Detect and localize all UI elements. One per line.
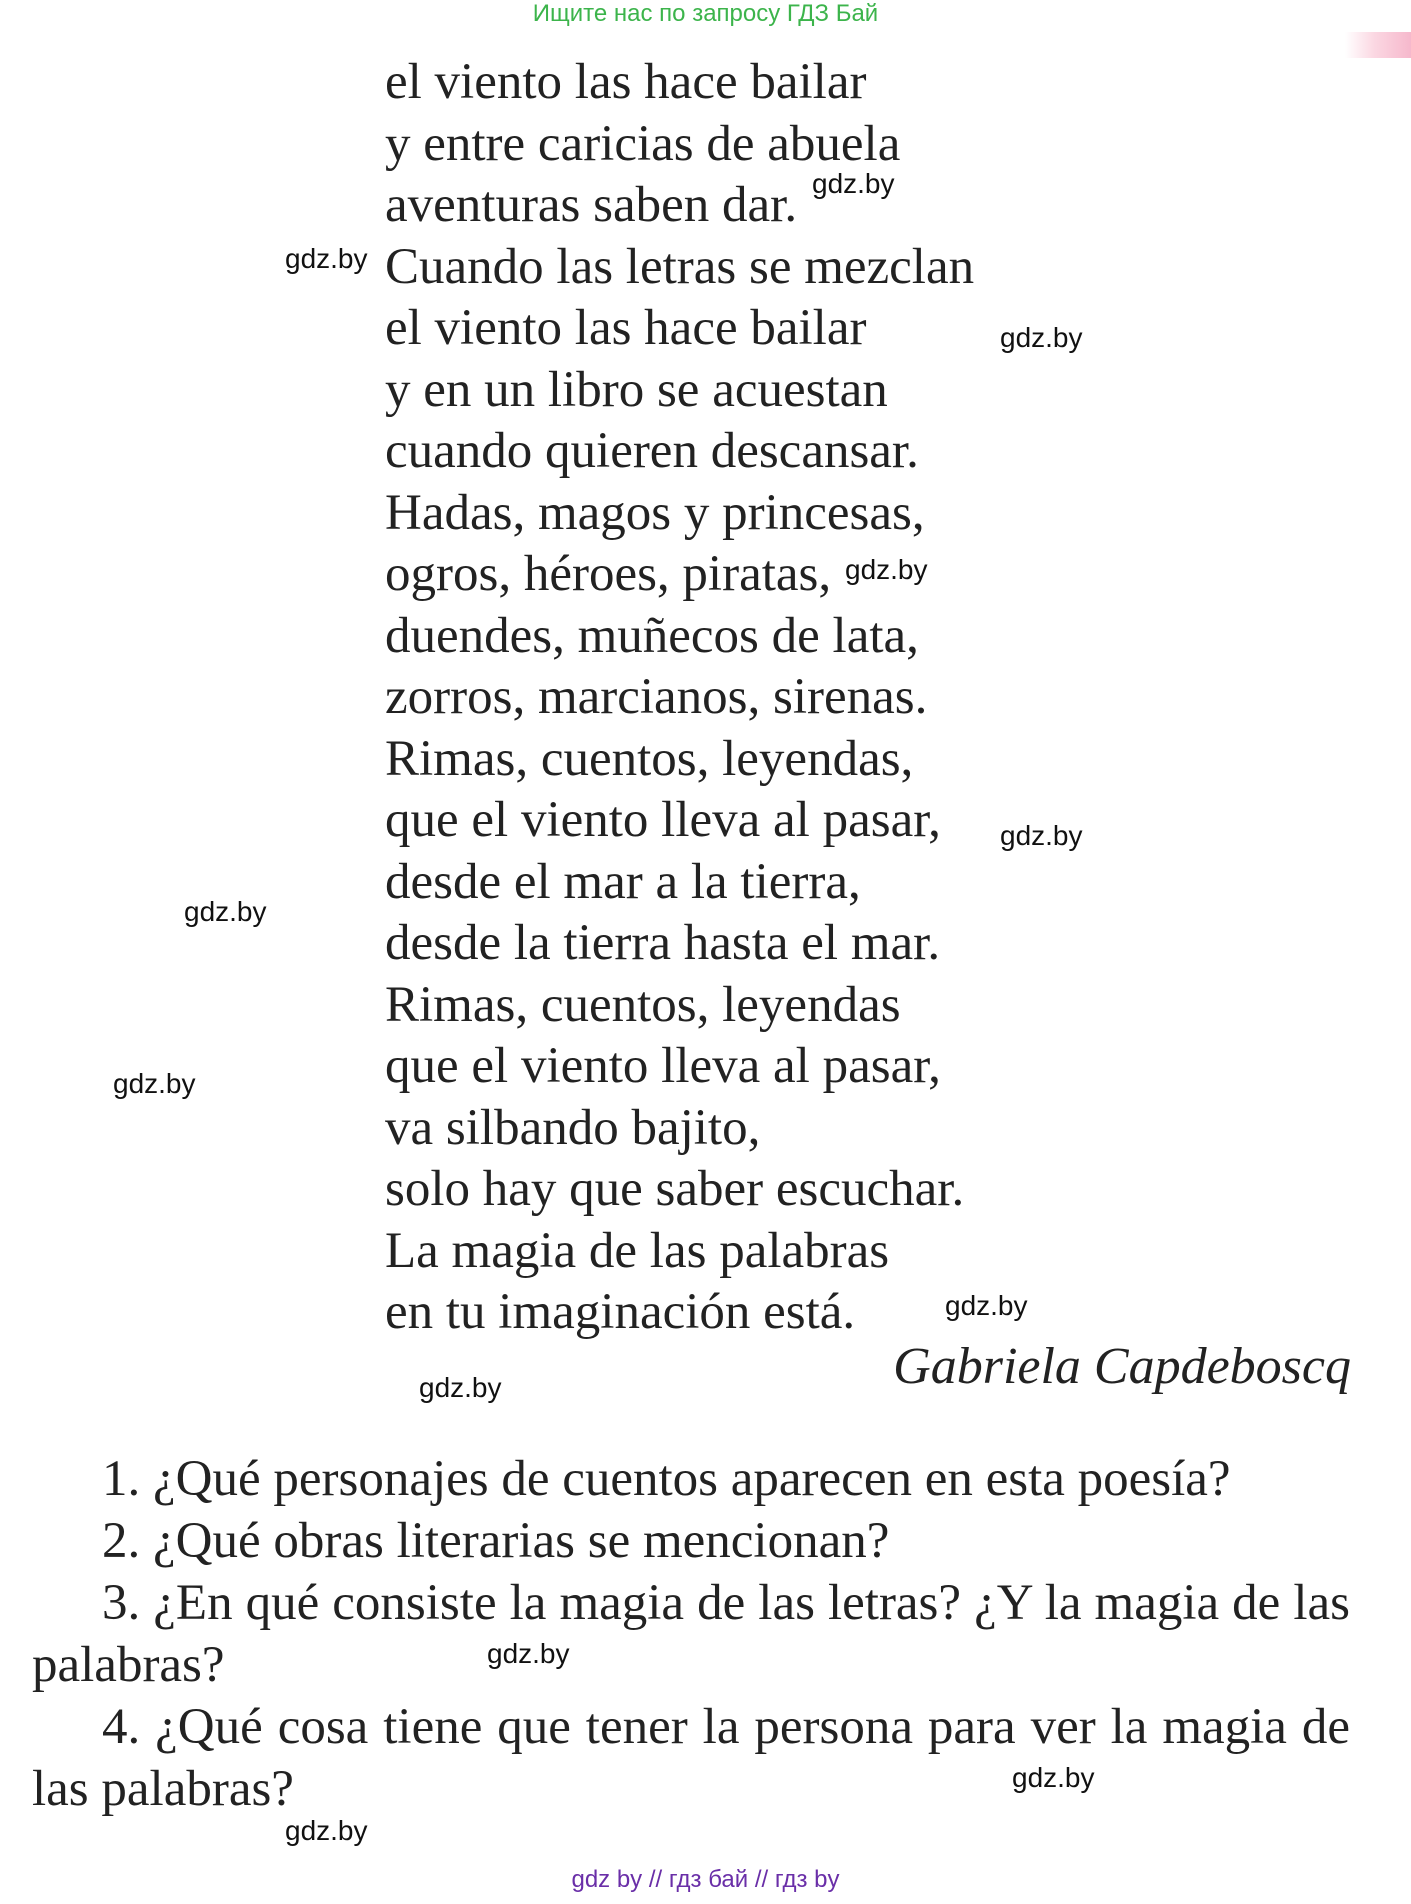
poem-line: zorros, marcianos, sirenas. [385, 669, 928, 725]
watermark: gdz.by [487, 1638, 570, 1669]
poem-line: que el viento lleva al pasar, [385, 1038, 941, 1094]
watermark: gdz.by [419, 1372, 502, 1403]
footer-links: gdz by // гдз бай // гдз by [571, 1866, 840, 1893]
question-item: 4. ¿Qué cosa tiene que tener la persona para ver la magia de las palabras? [32, 1699, 1350, 1817]
question-item: 2. ¿Qué obras literarias se mencionan? [102, 1513, 890, 1569]
poem-line: solo hay que saber escuchar. [385, 1161, 965, 1217]
poem-line: ogros, héroes, piratas, [385, 546, 832, 602]
poem-line: Hadas, magos y princesas, [385, 484, 925, 541]
question-item: 1. ¿Qué personajes de cuentos aparecen en esta poesía? [102, 1451, 1231, 1507]
questions-list [32, 1448, 1350, 1820]
poem-line: Cuando las letras se mezclan [385, 238, 975, 295]
poem-author: Gabriela Capdeboscq [893, 1338, 1351, 1395]
poem-line: en tu imaginación está. [385, 1284, 856, 1340]
poem-line: va silbando bajito, [385, 1099, 761, 1156]
watermark: gdz.by [184, 896, 267, 927]
poem-line: y entre caricias de abuela [385, 115, 901, 172]
watermark: gdz.by [285, 243, 368, 274]
poem-line: el viento las hace bailar [385, 300, 867, 356]
top-banner: Ищите нас по запросу ГДЗ Бай [532, 0, 879, 27]
watermark: gdz.by [945, 1290, 1028, 1321]
poem-line: desde el mar a la tierra, [385, 853, 861, 910]
question-item: 3. ¿En qué consiste la magia de las letras? ¿Y la magia de las palabras? [32, 1575, 1350, 1693]
poem-line: desde la tierra hasta el mar. [385, 915, 941, 971]
poem-line: y en un libro se acuestan [385, 361, 888, 418]
watermark: gdz.by [812, 168, 895, 199]
poem [385, 52, 974, 1344]
poem-line: La magia de las palabras [385, 1222, 890, 1279]
watermark: gdz.by [113, 1068, 196, 1099]
watermark: gdz.by [845, 554, 928, 585]
watermark: gdz.by [285, 1815, 368, 1846]
poem-line: Rimas, cuentos, leyendas, [385, 730, 914, 787]
watermark: gdz.by [1000, 820, 1083, 851]
poem-line: cuando quieren descansar. [385, 423, 919, 479]
poem-line: que el viento lleva al pasar, [385, 792, 941, 848]
watermark: gdz.by [1012, 1762, 1095, 1793]
page-corner-tab [1345, 32, 1411, 58]
poem-line: duendes, muñecos de lata, [385, 607, 919, 664]
watermark: gdz.by [1000, 322, 1083, 353]
poem-line: Rimas, cuentos, leyendas [385, 976, 901, 1033]
poem-line: aventuras saben dar. [385, 177, 798, 233]
poem-line: el viento las hace bailar [385, 54, 867, 110]
